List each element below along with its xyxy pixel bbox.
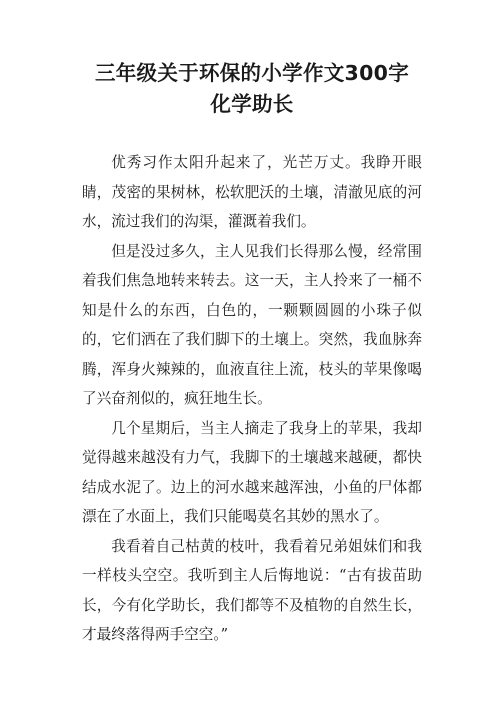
document-title: 三年级关于环保的小学作文300字 化学助长 [94,61,410,116]
paragraph-3: 几个星期后，当主人摘走了我身上的苹果，我却觉得越来越没有力气，我脚下的土壤越来越硬，都快结成水泥了。边上的河水越来越浑浊，小鱼的尸体都漂在了水面上，我们只能喝莫名其妙的黑水了。 [82,419,422,525]
paragraph-1: 优秀习作太阳升起来了，光芒万丈。我睁开眼睛，茂密的果树林，松软肥沃的土壤，清澈见底的河水，流过我们的沟渠，灌溉着我们。 [82,154,422,230]
paragraph-2: 但是没过多久，主人见我们长得那么慢，经常围着我们焦急地转来转去。这一天，主人拎来了一桶不知是什么的东西，白色的，一颗颗圆圆的小珠子似的，它们洒在了我们脚下的土壤上。突然，我血脉奔腾，浑身火辣辣的，血液直往上流，枝头的苹果像喝了兴奋剂似的，疯狂地生长。 [82,242,422,407]
paragraph-4: 我看着自己枯黄的枝叶，我看着兄弟姐妹们和我一样枝头空空。我听到主人后悔地说：“古有拔苗助长，今有化学助长，我们都等不及植物的自然生长，才最终落得两手空空。” [82,537,422,643]
